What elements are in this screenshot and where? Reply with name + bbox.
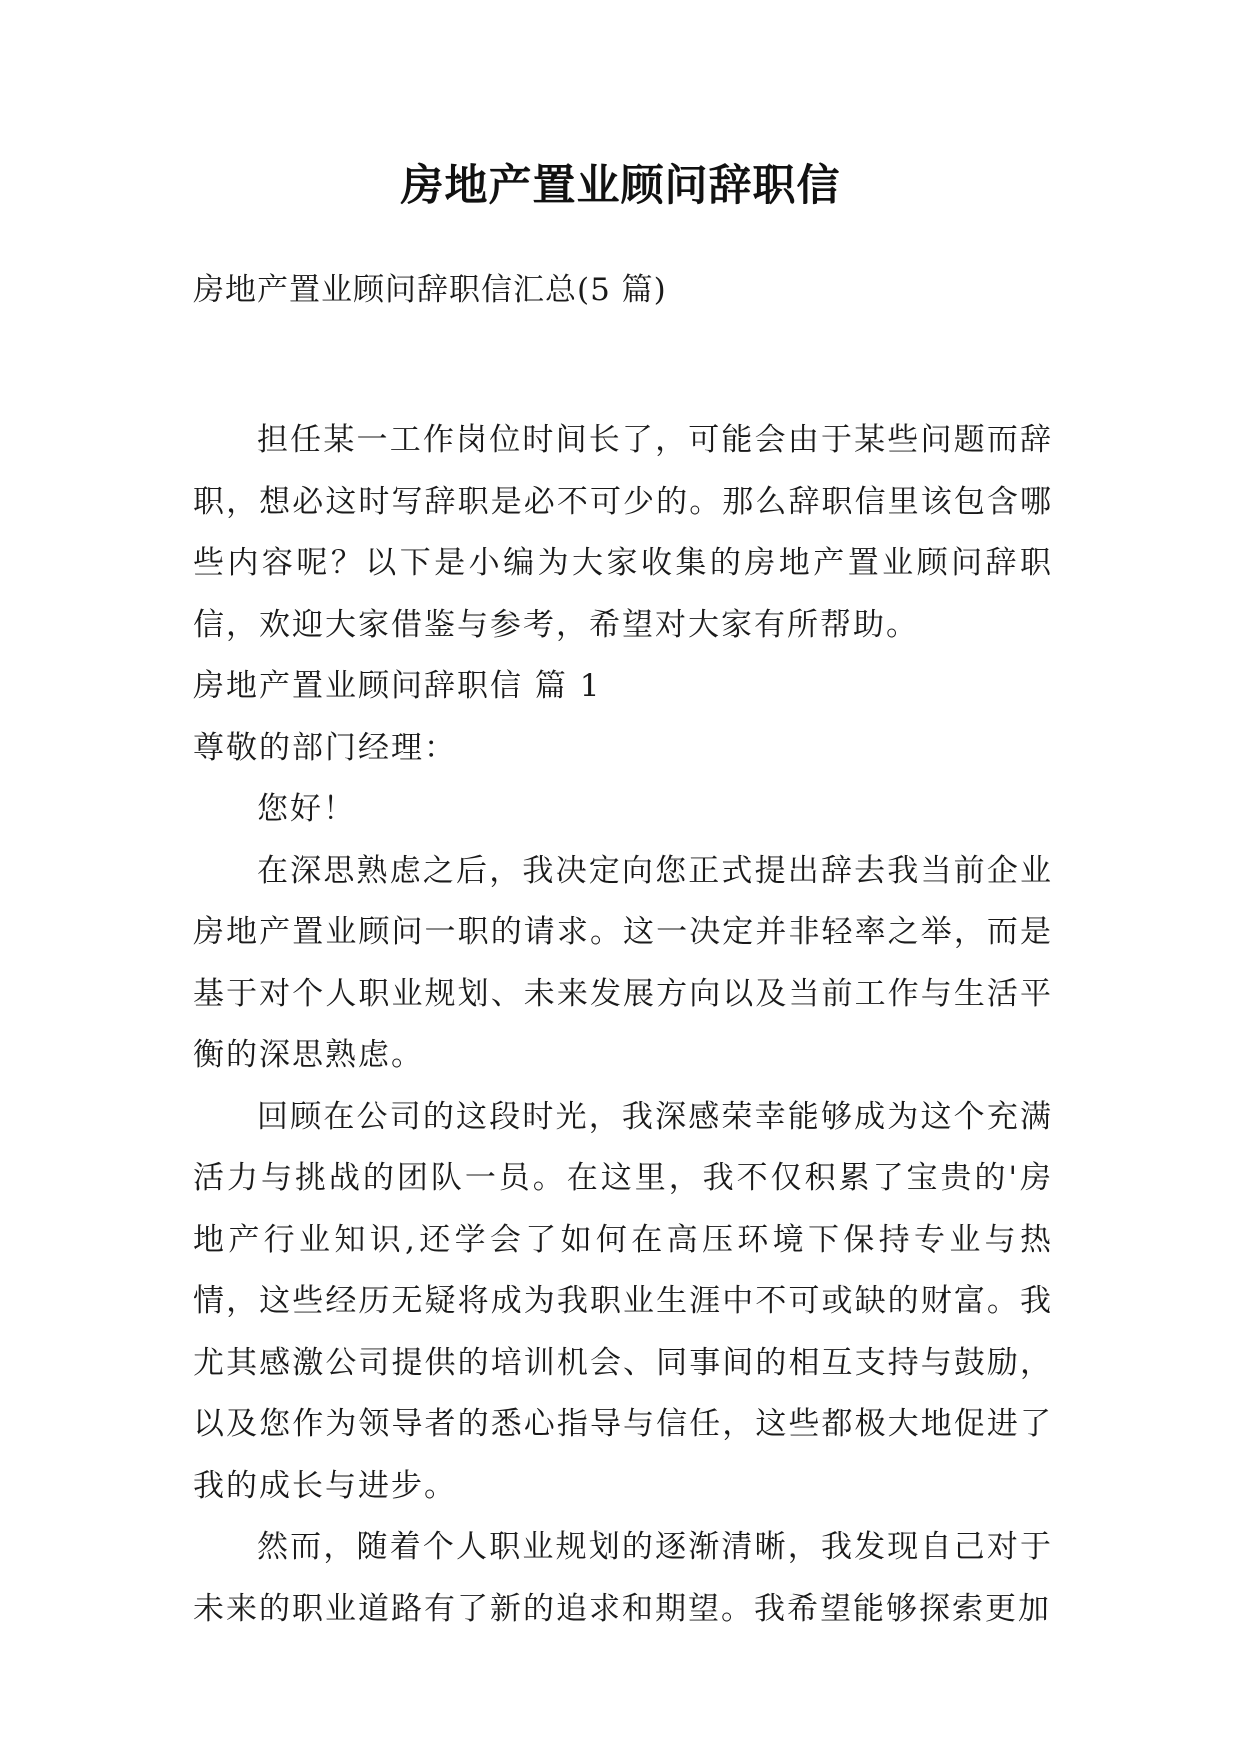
greeting: 您好！ — [257, 791, 356, 827]
document-title: 房地产置业顾问辞职信 — [400, 161, 841, 211]
section-heading: 房地产置业顾问辞职信 篇 1 — [193, 668, 602, 704]
body-paragraph-1: 在深思熟虑之后，我决定向您正式提出辞去我当前企业房地产置业顾问一职的请求。这一决定并非轻率之举，而是基于对个人职业规划、未来发展方向以及当前工作与生活平衡的深思熟虑。 — [193, 852, 1053, 1073]
body-paragraph-3: 然而，随着个人职业规划的逐渐清晰，我发现自己对于未来的职业道路有了新的追求和期望。我希望能够探索更加 — [193, 1529, 1053, 1627]
body-paragraph-2: 回顾在公司的这段时光，我深感荣幸能够成为这个充满活力与挑战的团队一员。在这里，我不仅积累了宝贵的'房地产行业知识,还学会了如何在高压环境下保持专业与热情，这些经历无疑将成为我职业生涯中不可或缺的财富。我尤其感激公司提供的培训机会、同事间的相互支持与鼓励，以及您作为领导者的悉心指导与信任，这些都极大地促进了我的成长与进步。 — [193, 1098, 1053, 1504]
document-subtitle: 房地产置业顾问辞职信汇总(5 篇) — [193, 272, 667, 308]
intro-paragraph: 担任某一工作岗位时间长了，可能会由于某些问题而辞职，想必这时写辞职是必不可少的。那么辞职信里该包含哪些内容呢？以下是小编为大家收集的房地产置业顾问辞职信，欢迎大家借鉴与参考，希望对大家有所帮助。 — [193, 422, 1053, 643]
salutation: 尊敬的部门经理： — [193, 729, 457, 766]
document-body — [193, 410, 1053, 1640]
